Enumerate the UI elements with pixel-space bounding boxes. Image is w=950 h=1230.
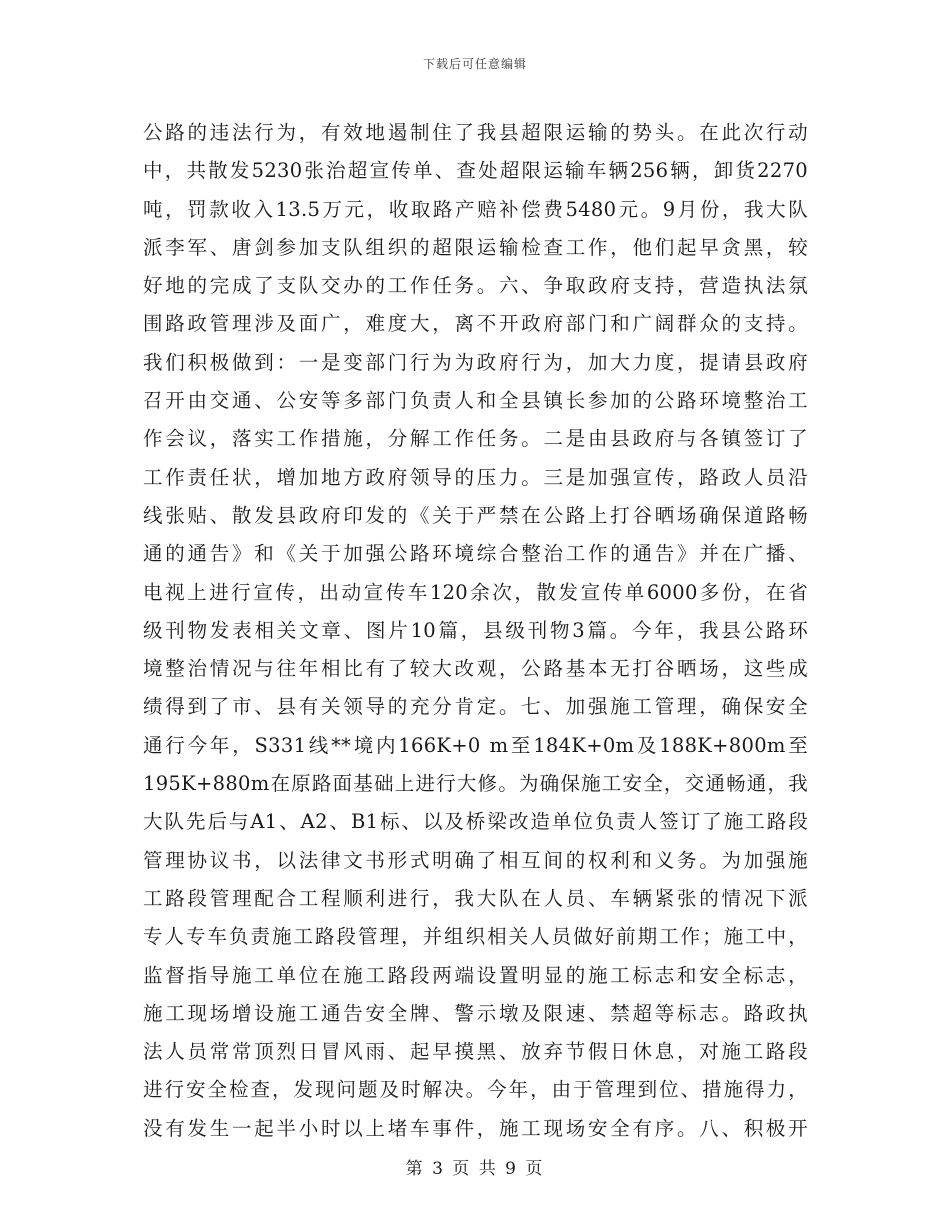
text-line: 施工现场增设施工通告安全牌、警示墩及限速、禁超等标志。路政执 (143, 1001, 808, 1025)
text-line: 没有发生一起半小时以上堵车事件，施工现场安全有序。八、积极开 (143, 1116, 808, 1140)
text-line: 绩得到了市、县有关领导的充分肯定。七、加强施工管理，确保安全 (143, 695, 808, 719)
text-line: 召开由交通、公安等多部门负责人和全县镇长参加的公路环境整治工 (143, 389, 808, 413)
text-line: 195K+880m在原路面基础上进行大修。为确保施工安全，交通畅通，我 (143, 772, 808, 796)
text-line: 通行今年，S331线**境内166K+0 m至184K+0m及188K+800m至 (143, 733, 808, 757)
text-line: 线张贴、散发县政府印发的《关于严禁在公路上打谷晒场确保道路畅 (143, 503, 808, 527)
text-line: 中，共散发5230张治超宣传单、查处超限运输车辆256辆，卸货2270 (143, 159, 808, 183)
body-text (143, 114, 808, 1148)
text-line: 法人员常常顶烈日冒风雨、起早摸黑、放弃节假日休息，对施工路段 (143, 1040, 808, 1064)
text-line: 通的通告》和《关于加强公路环境综合整治工作的通告》并在广播、 (143, 542, 808, 566)
text-line: 电视上进行宣传，出动宣传车120余次，散发宣传单6000多份，在省 (143, 580, 808, 604)
text-line: 管理协议书，以法律文书形式明确了相互间的权利和义务。为加强施 (143, 848, 808, 872)
text-line: 级刊物发表相关文章、图片10篇，县级刊物3篇。今年，我县公路环 (143, 618, 808, 642)
text-line: 监督指导施工单位在施工路段两端设置明显的施工标志和安全标志， (143, 963, 808, 987)
text-line: 围路政管理涉及面广，难度大，离不开政府部门和广阔群众的支持。 (143, 312, 808, 336)
text-line: 好地的完成了支队交办的工作任务。六、争取政府支持，营造执法氛 (143, 274, 808, 298)
text-line: 工作责任状，增加地方政府领导的压力。三是加强宣传，路政人员沿 (143, 465, 808, 489)
text-line: 公路的违法行为，有效地遏制住了我县超限运输的势头。在此次行动 (143, 121, 808, 144)
page-header: 下载后可任意编辑 (422, 57, 527, 71)
text-line: 派李军、唐剑参加支队组织的超限运输检查工作，他们起早贪黑，较 (143, 235, 808, 259)
text-line: 吨，罚款收入13.5万元，收取路产赔补偿费5480元。9月份，我大队 (143, 197, 808, 221)
text-line: 专人专车负责施工路段管理，并组织相关人员做好前期工作；施工中， (143, 925, 808, 949)
text-line: 大队先后与A1、A2、B1标、以及桥梁改造单位负责人签订了施工路段 (143, 810, 808, 834)
text-line: 我们积极做到：一是变部门行为为政府行为，加大力度，提请县政府 (143, 350, 808, 374)
text-line: 工路段管理配合工程顺利进行，我大队在人员、车辆紧张的情况下派 (143, 886, 808, 910)
text-line: 作会议，落实工作措施，分解工作任务。二是由县政府与各镇签订了 (143, 427, 808, 451)
text-line: 境整治情况与往年相比有了较大改观，公路基本无打谷晒场，这些成 (143, 657, 808, 681)
page-footer: 第 3 页 共 9 页 (405, 1159, 545, 1179)
text-line: 进行安全检查，发现问题及时解决。今年，由于管理到位、措施得力， (143, 1078, 808, 1102)
